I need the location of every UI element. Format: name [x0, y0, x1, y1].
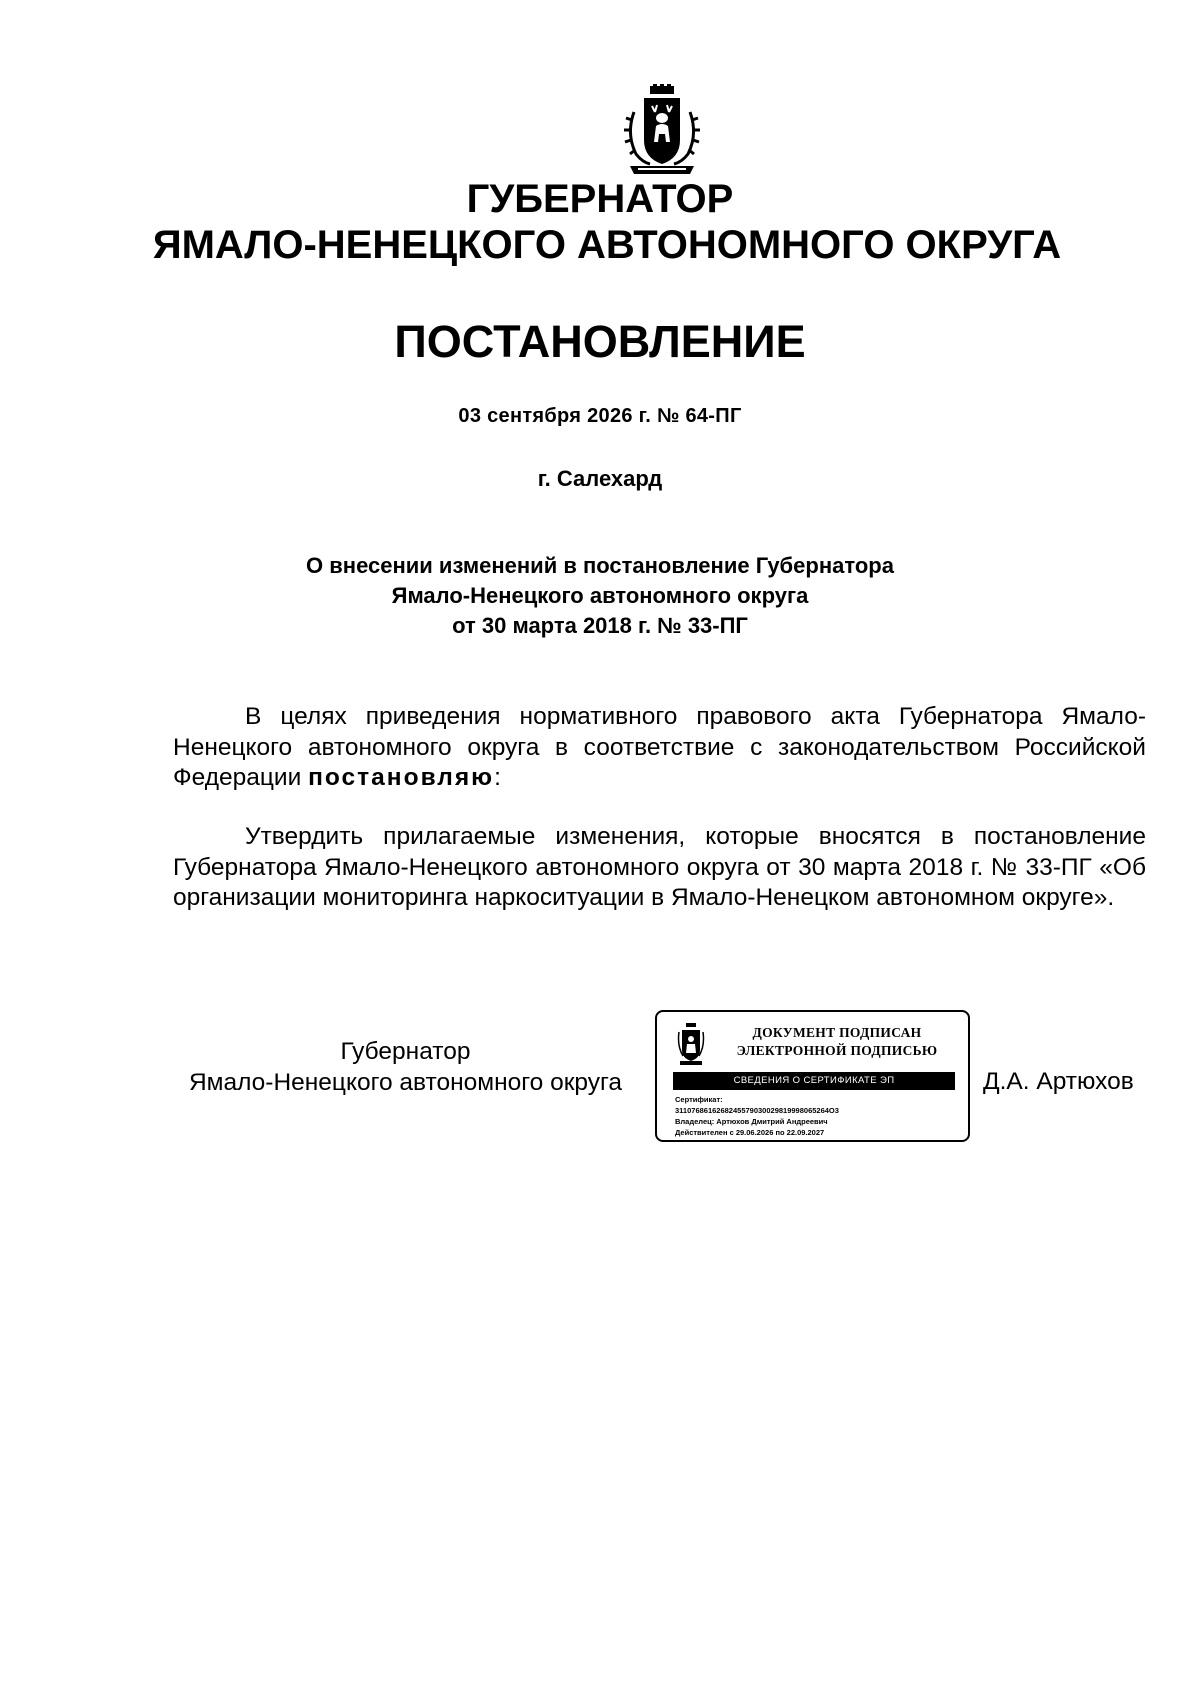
certificate-owner: Владелец: Артюхов Дмитрий Андреевич [675, 1117, 828, 1126]
document-date-number: 03 сентября 2026 г. № 64-ПГ [458, 405, 742, 427]
certificate-label: Сертификат: [675, 1095, 723, 1104]
certificate-validity: Действителен с 29.06.2026 по 22.09.2027 [675, 1128, 825, 1137]
document-type: ПОСТАНОВЛЕНИЕ [394, 316, 806, 367]
stamp-heading [717, 1024, 957, 1060]
signatory-name: Д.А. Артюхов [983, 1068, 1134, 1095]
stamp-heading-line-2: ЭЛЕКТРОННОЙ ПОДПИСЬЮ [736, 1043, 938, 1058]
signatory-title-line-1: Губернатор [340, 1038, 471, 1065]
issuer-region: ЯМАЛО-НЕНЕЦКОГО АВТОНОМНОГО ОКРУГА [152, 223, 1062, 267]
preamble-paragraph [173, 702, 1146, 794]
subject-line-3: от 30 марта 2018 г. № 33-ПГ [452, 613, 748, 638]
certificate-details [675, 1094, 959, 1138]
document-city: г. Салехард [537, 466, 663, 491]
document-subject [0, 551, 1200, 641]
electronic-signature-stamp [655, 1010, 970, 1142]
preamble-text: В целях приведения нормативного правового акта Губернатора Ямало-Ненецкого автономного округа в соответствие с законодательством Российской Федерации [173, 703, 1146, 791]
certificate-info-bar: СВЕДЕНИЯ О СЕРТИФИКАТЕ ЭП [673, 1072, 955, 1090]
issuer-title: ГУБЕРНАТОР [466, 177, 734, 221]
subject-line-1: О внесении изменений в постановление Губернатора [306, 553, 894, 578]
decree-paragraph: Утвердить прилагаемые изменения, которые вносятся в постановление Губернатора Ямало-Ненецкого автономного округа от 30 марта 2018 г. № 33-ПГ «Об организации мониторинга наркоситуации в Ямало-Ненецком автономном округе». [173, 823, 1146, 911]
certificate-number: 3110768616268245579030029819998065264О3 [675, 1106, 839, 1115]
coat-of-arms-icon [677, 1022, 705, 1066]
signatory-title [173, 1036, 638, 1098]
coat-of-arms-icon [620, 84, 704, 176]
preamble-end: : [494, 764, 501, 791]
subject-line-2: Ямало-Ненецкого автономного округа [391, 583, 809, 608]
signatory-title-line-2: Ямало-Ненецкого автономного округа [188, 1069, 623, 1096]
stamp-heading-line-1: ДОКУМЕНТ ПОДПИСАН [752, 1025, 922, 1040]
decree-keyword: постановляю [308, 764, 495, 791]
